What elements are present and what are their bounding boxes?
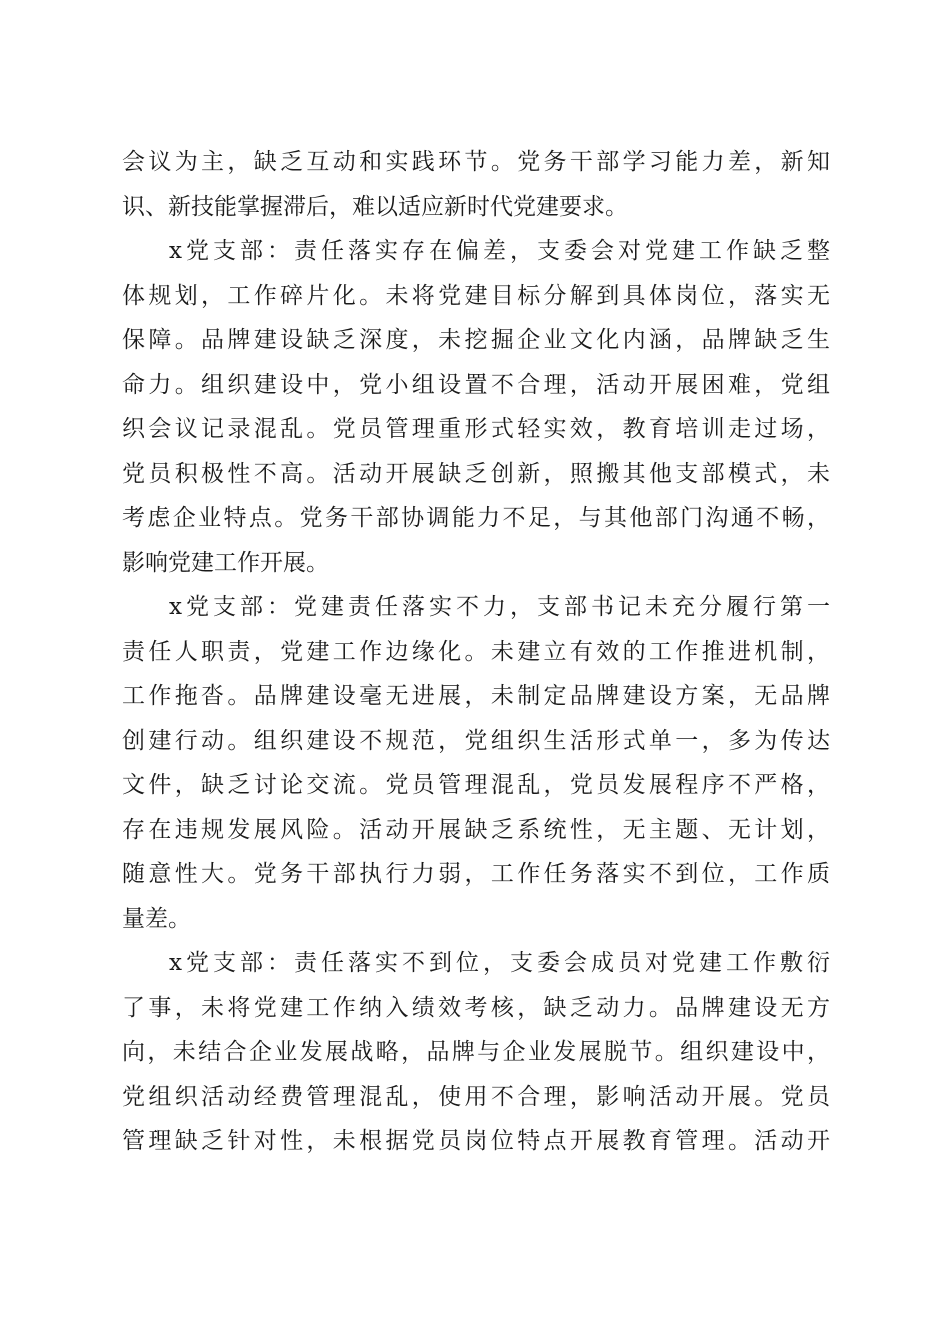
text-line: 工作拖沓。品牌建设毫无进展，未制定品牌建设方案，无品牌 xyxy=(122,683,830,709)
text-line: 识、新技能掌握滞后，难以适应新时代党建要求。 xyxy=(122,193,628,220)
text-line: 创建行动。组织建设不规范，党组织生活形式单一，多为传达 xyxy=(122,727,830,754)
paragraph xyxy=(122,229,830,585)
text-line: x党支部：责任落实不到位，支委会成员对党建工作敷衍 xyxy=(169,950,830,976)
text-line: x党支部：责任落实存在偏差，支委会对党建工作缺乏整 xyxy=(169,238,830,264)
document-body xyxy=(122,140,830,1164)
text-line: 命力。组织建设中，党小组设置不合理，活动开展困难，党组 xyxy=(122,371,830,398)
text-line: 体规划，工作碎片化。未将党建目标分解到具体岗位，落实无 xyxy=(122,282,830,309)
text-line: x党支部：党建责任落实不力，支部书记未充分履行第一 xyxy=(169,594,830,620)
text-line: 保障。品牌建设缺乏深度，未挖掘企业文化内涵，品牌缺乏生 xyxy=(122,327,830,353)
text-line: 会议为主，缺乏互动和实践环节。党务干部学习能力差，新知 xyxy=(122,149,830,175)
paragraph xyxy=(122,941,830,1164)
text-line: 随意性大。党务干部执行力弱，工作任务落实不到位，工作质 xyxy=(122,861,830,887)
text-line: 责任人职责，党建工作边缘化。未建立有效的工作推进机制， xyxy=(122,638,830,665)
text-line: 影响党建工作开展。 xyxy=(122,549,329,576)
text-line: 存在违规发展风险。活动开展缺乏系统性，无主题、无计划， xyxy=(122,816,830,843)
text-line: 管理缺乏针对性，未根据党员岗位特点开展教育管理。活动开 xyxy=(122,1128,830,1154)
text-line: 织会议记录混乱。党员管理重形式轻实效，教育培训走过场， xyxy=(122,416,830,442)
text-line: 党组织活动经费管理混乱，使用不合理，影响活动开展。党员 xyxy=(122,1083,830,1110)
paragraph xyxy=(122,585,830,941)
paragraph xyxy=(122,140,830,229)
text-line: 了事，未将党建工作纳入绩效考核，缺乏动力。品牌建设无方 xyxy=(122,994,830,1021)
text-line: 党员积极性不高。活动开展缺乏创新，照搬其他支部模式，未 xyxy=(122,460,830,487)
text-line: 考虑企业特点。党务干部协调能力不足，与其他部门沟通不畅， xyxy=(122,505,830,531)
text-line: 量差。 xyxy=(122,905,191,932)
text-line: 向，未结合企业发展战略，品牌与企业发展脱节。组织建设中， xyxy=(122,1039,830,1065)
text-line: 文件，缺乏讨论交流。党员管理混乱，党员发展程序不严格， xyxy=(122,772,830,798)
